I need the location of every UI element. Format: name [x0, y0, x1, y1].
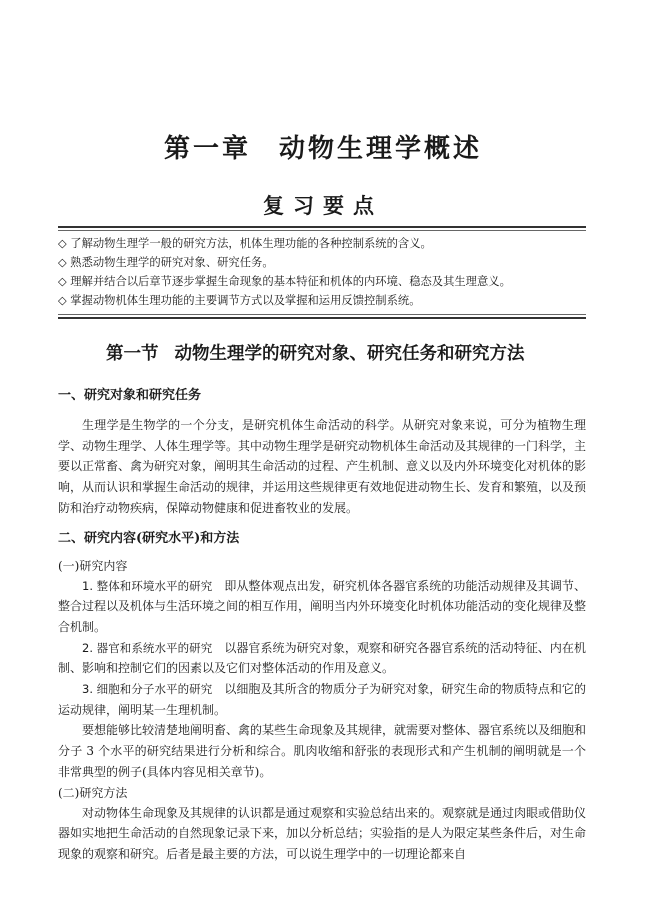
heading-research-methods: (二)研究方法: [58, 785, 128, 800]
chapter-title: [0, 128, 646, 165]
level-organ-lead: 2. 器官和系统水平的研究: [82, 640, 213, 655]
review-points-box: [58, 226, 586, 319]
paragraph-level-cell: [58, 679, 586, 720]
review-item: ◇ 掌握动物机体生理功能的主要调节方式以及掌握和运用反馈控制系统。: [58, 294, 421, 307]
section-title: [106, 340, 525, 365]
level-organ-text: 以器官系统为研究对象，观察和研究各器官系统的活动特征、内在机制、影响和控制它们的因素以及它们对整体活动的作用及意义。: [58, 640, 586, 676]
section-name: 动物生理学的研究对象、研究任务和研究方法: [174, 344, 525, 364]
level-cell-text: 以细胞及其所含的物质分子为研究对象，研究生命的物质特点和它的运动规律，阐明某一生理机制。: [58, 682, 586, 717]
level-whole-text: 即从整体观点出发，研究机体各器官系统的功能活动规律及其调节、整合过程以及机体与生活环境之间的相互作用，阐明当内外环境变化时机体功能活动的变化规律及整合机制。: [58, 578, 587, 634]
heading-research-objects: 一、研究对象和研究任务: [58, 388, 202, 403]
body-text: [58, 385, 586, 865]
paragraph-intro: 生理学是生物学的一个分支，是研究机体生命活动的科学。从研究对象来说，可分为植物生理学、动物生理学、人体生理学等。其中动物生理学是研究动物机体生命活动及其规律的一门科学，主要以正常畜、禽为研究对象，阐明其生命活动的过程、产生机制、意义以及内外环境变化对机体的影响，从而认识和掌握生命活动的规律，并运用这些规律更有效地促进动物生长、发育和繁殖，以及预防和治疗动物疾病，保障动物健康和促进畜牧业的发展。: [58, 418, 587, 515]
level-whole-lead: 1. 整体和环境水平的研究: [82, 578, 213, 593]
review-item: ◇ 了解动物生理学一般的研究方法，机体生理功能的各种控制系统的含义。: [58, 237, 432, 250]
review-item: ◇ 熟悉动物生理学的研究对象、研究任务。: [58, 256, 274, 269]
heading-content-methods: 二、研究内容(研究水平)和方法: [58, 530, 240, 546]
paragraph-methods: 对动物体生命现象及其规律的认识都是通过观察和实验总结出来的。观察就是通过肉眼或借助仪器如实地把生命活动的自然现象记录下来，加以分析总结；实验指的是人为限定某些条件后，对生命现象的观察和研究。后者是最主要的方法，可以说生理学中的一切理论都来自: [58, 805, 587, 861]
chapter-number: 第一章: [163, 134, 251, 164]
review-item: ◇ 理解并结合以后章节逐步掌握生命现象的基本特征和机体的内环境、稳态及其生理意义。: [58, 275, 511, 288]
section-number: 第一节: [106, 344, 159, 364]
level-cell-lead: 3. 细胞和分子水平的研究: [82, 682, 213, 697]
paragraph-level-organ: [58, 638, 586, 679]
paragraph-level-whole: [58, 576, 586, 638]
review-points-title: 复习要点: [263, 193, 383, 218]
chapter-name: 动物生理学概述: [279, 134, 483, 164]
paragraph-summary: 要想能够比较清楚地阐明畜、禽的某些生命现象及其规律，就需要对整体、器官系统以及细胞和分子 3 个水平的研究结果进行分析和综合。肌肉收缩和舒张的表现形式和产生机制的阐明就是一个非常典型的例子(具体内容见相关章节)。: [58, 723, 587, 779]
heading-research-content: (一)研究内容: [58, 558, 128, 573]
